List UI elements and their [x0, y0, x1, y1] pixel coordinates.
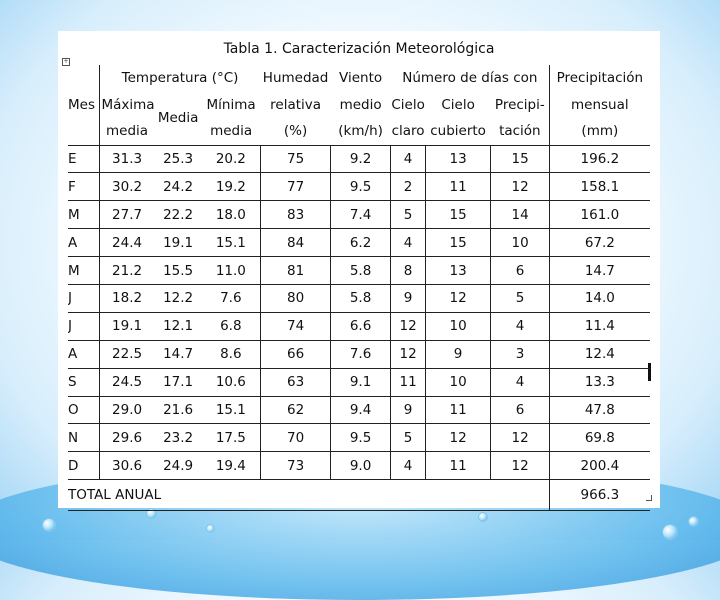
cell-mes: M: [68, 257, 99, 285]
cell-media: 24.9: [155, 452, 202, 480]
table-row: [68, 340, 650, 368]
table-row: [68, 284, 650, 312]
cell-minima: 15.1: [202, 229, 261, 257]
cell-viento: 5.8: [331, 284, 391, 312]
cell-cielo-claro: 4: [391, 452, 426, 480]
cell-minima: 10.6: [202, 368, 261, 396]
cell-precipitacion-dias: 12: [491, 424, 550, 452]
header-cielo-cub-2: cubierto: [430, 123, 486, 140]
cell-precipitacion-mensual: 13.3: [550, 368, 650, 396]
header-media: Media: [157, 110, 199, 126]
header-minima: Mínima: [206, 96, 256, 113]
cell-cielo-claro: 12: [391, 312, 426, 340]
cell-precipitacion-dias: 3: [491, 340, 550, 368]
cell-mes: E: [68, 145, 99, 173]
header-precipitacion: Precipitación: [550, 65, 650, 92]
cell-cielo-cubierto: 11: [426, 452, 491, 480]
cell-precipitacion-mensual: 47.8: [550, 396, 650, 424]
cell-mes: D: [68, 452, 99, 480]
cell-viento: 6.2: [331, 229, 391, 257]
cell-viento: 9.5: [331, 424, 391, 452]
cell-mes: A: [68, 229, 99, 257]
cell-cielo-claro: 4: [391, 229, 426, 257]
cell-cielo-claro: 9: [391, 396, 426, 424]
header-humedad-unit: (%): [283, 123, 308, 140]
cell-cielo-claro: 12: [391, 340, 426, 368]
cell-humedad: 73: [261, 452, 331, 480]
cell-media: 19.1: [155, 229, 202, 257]
cell-precipitacion-dias: 14: [491, 201, 550, 229]
cell-media: 25.3: [155, 145, 202, 173]
cell-minima: 17.5: [202, 424, 261, 452]
cell-humedad: 74: [261, 312, 331, 340]
cell-minima: 7.6: [202, 284, 261, 312]
cell-precipitacion-dias: 4: [491, 312, 550, 340]
cell-media: 14.7: [155, 340, 202, 368]
cell-minima: 19.4: [202, 452, 261, 480]
cell-precipitacion-mensual: 161.0: [550, 201, 650, 229]
cell-cielo-claro: 5: [391, 201, 426, 229]
table-row: [68, 424, 650, 452]
meteorological-table: [68, 65, 650, 511]
header-viento-unit: (km/h): [338, 123, 383, 140]
header-precip-1: Precipi-: [494, 96, 545, 113]
cell-media: 24.2: [155, 173, 202, 201]
cell-viento: 9.4: [331, 396, 391, 424]
cell-precipitacion-dias: 12: [491, 452, 550, 480]
cell-humedad: 83: [261, 201, 331, 229]
total-label: TOTAL ANUAL: [68, 480, 550, 511]
cell-cielo-claro: 5: [391, 424, 426, 452]
cell-mes: J: [68, 312, 99, 340]
cell-media: 23.2: [155, 424, 202, 452]
cell-maxima: 24.4: [99, 229, 155, 257]
cell-cielo-cubierto: 13: [426, 145, 491, 173]
cell-cielo-claro: 4: [391, 145, 426, 173]
table-panel: [58, 31, 660, 508]
cell-mes: M: [68, 201, 99, 229]
header-humedad: Humedad: [262, 70, 329, 87]
cell-cielo-cubierto: 10: [426, 312, 491, 340]
cell-precipitacion-mensual: 69.8: [550, 424, 650, 452]
header-mes: Mes: [68, 96, 95, 113]
cell-media: 15.5: [155, 257, 202, 285]
header-mensual: mensual: [550, 92, 650, 119]
cell-mes: N: [68, 424, 99, 452]
cell-precipitacion-dias: 10: [491, 229, 550, 257]
cell-cielo-cubierto: 12: [426, 284, 491, 312]
cell-media: 22.2: [155, 201, 202, 229]
cell-media: 12.1: [155, 312, 202, 340]
cell-mes: A: [68, 340, 99, 368]
table-row: [68, 173, 650, 201]
header-cielo-claro-1: Cielo: [391, 96, 425, 113]
bubble-decoration: [206, 524, 215, 533]
table-row: [68, 396, 650, 424]
table-title: Tabla 1. Caracterización Meteorológica: [223, 41, 495, 57]
header-minima-media: media: [210, 123, 253, 140]
cell-cielo-cubierto: 13: [426, 257, 491, 285]
cell-precipitacion-dias: 12: [491, 173, 550, 201]
cell-mes: J: [68, 284, 99, 312]
header-temperatura: Temperatura (°C): [99, 65, 261, 92]
cell-precipitacion-mensual: 14.7: [550, 257, 650, 285]
cell-minima: 15.1: [202, 396, 261, 424]
cell-maxima: 27.7: [99, 201, 155, 229]
corner-marker-icon: +: [63, 58, 69, 65]
header-cielo-claro-2: claro: [391, 123, 425, 140]
header-maxima-media: media: [99, 118, 155, 145]
cell-cielo-cubierto: 11: [426, 173, 491, 201]
cell-humedad: 84: [261, 229, 331, 257]
cell-minima: 18.0: [202, 201, 261, 229]
cell-cielo-cubierto: 15: [426, 229, 491, 257]
table-row: [68, 145, 650, 173]
cell-cielo-cubierto: 9: [426, 340, 491, 368]
cell-maxima: 30.2: [99, 173, 155, 201]
cell-viento: 9.5: [331, 173, 391, 201]
cell-maxima: 22.5: [99, 340, 155, 368]
header-cielo-cub-1: Cielo: [441, 96, 475, 113]
header-viento: Viento: [339, 70, 383, 87]
cell-precipitacion-dias: 5: [491, 284, 550, 312]
cell-humedad: 75: [261, 145, 331, 173]
cell-minima: 8.6: [202, 340, 261, 368]
cell-viento: 6.6: [331, 312, 391, 340]
header-relativa: relativa: [270, 96, 322, 113]
cell-cielo-cubierto: 15: [426, 201, 491, 229]
cell-precipitacion-dias: 6: [491, 396, 550, 424]
cell-mes: S: [68, 368, 99, 396]
header-precip-unit: (mm): [550, 118, 650, 145]
cell-humedad: 66: [261, 340, 331, 368]
cell-cielo-cubierto: 11: [426, 396, 491, 424]
cell-humedad: 77: [261, 173, 331, 201]
table-row: [68, 452, 650, 480]
cell-viento: 7.6: [331, 340, 391, 368]
cell-humedad: 63: [261, 368, 331, 396]
cell-maxima: 18.2: [99, 284, 155, 312]
bubble-decoration: [42, 518, 56, 532]
cell-maxima: 29.6: [99, 424, 155, 452]
cell-viento: 9.0: [331, 452, 391, 480]
table-row: [68, 257, 650, 285]
cell-precipitacion-mensual: 200.4: [550, 452, 650, 480]
cell-minima: 11.0: [202, 257, 261, 285]
cell-humedad: 70: [261, 424, 331, 452]
total-row: [68, 480, 650, 511]
cell-humedad: 81: [261, 257, 331, 285]
table-row: [68, 312, 650, 340]
cell-precipitacion-mensual: 196.2: [550, 145, 650, 173]
cell-cielo-claro: 11: [391, 368, 426, 396]
cell-cielo-claro: 8: [391, 257, 426, 285]
header-viento-medio: medio: [339, 96, 382, 113]
cell-precipitacion-dias: 6: [491, 257, 550, 285]
bubble-decoration: [478, 512, 488, 522]
cell-media: 12.2: [155, 284, 202, 312]
cell-precipitacion-mensual: 11.4: [550, 312, 650, 340]
cell-mes: O: [68, 396, 99, 424]
header-row-1: [68, 65, 650, 92]
cell-cielo-cubierto: 10: [426, 368, 491, 396]
cell-precipitacion-mensual: 14.0: [550, 284, 650, 312]
total-value: 966.3: [550, 480, 650, 511]
table-row: [68, 229, 650, 257]
cell-precipitacion-dias: 15: [491, 145, 550, 173]
cell-maxima: 19.1: [99, 312, 155, 340]
cell-humedad: 80: [261, 284, 331, 312]
cell-precipitacion-mensual: 158.1: [550, 173, 650, 201]
table-row: [68, 368, 650, 396]
cell-minima: 20.2: [202, 145, 261, 173]
cell-humedad: 62: [261, 396, 331, 424]
header-row-2: [68, 92, 650, 119]
bubble-decoration: [662, 524, 678, 540]
cell-media: 17.1: [155, 368, 202, 396]
cell-maxima: 30.6: [99, 452, 155, 480]
cell-minima: 6.8: [202, 312, 261, 340]
cell-cielo-claro: 2: [391, 173, 426, 201]
cell-maxima: 29.0: [99, 396, 155, 424]
cell-media: 21.6: [155, 396, 202, 424]
cell-maxima: 31.3: [99, 145, 155, 173]
table-row: [68, 201, 650, 229]
cell-viento: 5.8: [331, 257, 391, 285]
cell-precipitacion-dias: 4: [491, 368, 550, 396]
cell-viento: 9.1: [331, 368, 391, 396]
header-precip-2: tación: [499, 123, 541, 140]
cell-cielo-cubierto: 12: [426, 424, 491, 452]
cell-mes: F: [68, 173, 99, 201]
cell-precipitacion-mensual: 67.2: [550, 229, 650, 257]
cell-precipitacion-mensual: 12.4: [550, 340, 650, 368]
cell-minima: 19.2: [202, 173, 261, 201]
cell-maxima: 21.2: [99, 257, 155, 285]
cell-maxima: 24.5: [99, 368, 155, 396]
header-num-dias: Número de días con: [402, 70, 538, 87]
bubble-decoration: [688, 516, 699, 527]
header-maxima: Máxima: [99, 92, 155, 119]
cell-viento: 9.2: [331, 145, 391, 173]
cell-cielo-claro: 9: [391, 284, 426, 312]
cell-viento: 7.4: [331, 201, 391, 229]
